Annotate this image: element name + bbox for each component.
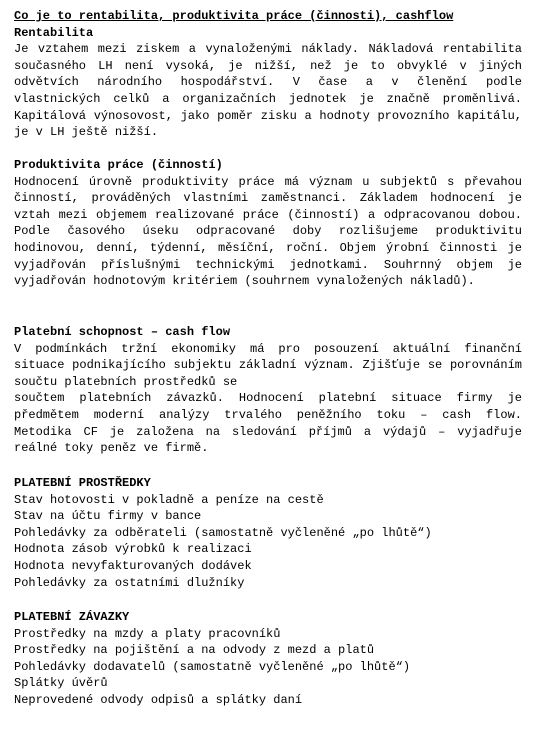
rentabilita-heading: Rentabilita bbox=[14, 25, 94, 40]
list-item: Pohledávky za odběrateli (samostatně vyčleněné „po lhůtě“) bbox=[14, 525, 432, 540]
page-title: Co je to rentabilita, produktivita práce (činnosti), cashflow bbox=[14, 9, 454, 23]
rentabilita-text: Je vztahem mezi ziskem a vynaloženými náklady. Nákladová rentabilita současného LH není vysoká, je nižší, než je to obvyklé v jiných odvětvích národního hospodářství. V čase a v členění podle vlastnických celků a organizačních jednotek je značně proměnlivá. Kapitálová výnosovost, jako poměr zisku a hodnoty provozního kapitálu, je v LH ještě nižší. bbox=[14, 42, 522, 140]
produktivita-heading: Produktivita práce (činností) bbox=[14, 158, 223, 172]
zavazky-heading: PLATEBNÍ ZÁVAZKY bbox=[14, 610, 130, 624]
section-platebni-prostredky bbox=[14, 475, 522, 591]
platebni-text-2: součtem platebních závazků. Hodnocení platební situace firmy je předmětem moderní analýzy trvalého peněžního toku – cash flow. Metodika CF je založena na sledování příjmů a výdajů – vyjadřuje reálné toky peněz ve firmě. bbox=[14, 391, 522, 456]
section-platebni-zavazky bbox=[14, 609, 522, 709]
section-produktivita bbox=[14, 157, 522, 290]
section-platebni-schopnost bbox=[14, 324, 522, 457]
list-item: Neprovedené odvody odpisů a splátky daní bbox=[14, 692, 303, 707]
list-item: Hodnota zásob výrobků k realizaci bbox=[14, 542, 252, 557]
list-item: Stav hotovosti v pokladně a peníze na cestě bbox=[14, 492, 324, 507]
prostredky-heading: PLATEBNÍ PROSTŘEDKY bbox=[14, 476, 151, 490]
list-item: Splátky úvěrů bbox=[14, 676, 108, 691]
platebni-text-1: V podmínkách tržní ekonomiky má pro posouzení aktuální finanční situace podnikajícího subjektu základní význam. Zjišťuje se porovnáním součtu platebních prostředků se bbox=[14, 341, 522, 389]
list-item: Prostředky na mzdy a platy pracovníků bbox=[14, 626, 281, 641]
produktivita-text: Hodnocení úrovně produktivity práce má význam u subjektů s převahou činností, prováděných vlastními zaměstnanci. Základem hodnocení je vztah mezi objemem realizované práce (činností) a odpracovanou dobou. Podle časového úseku odpracované doby rozlišujeme produktivitu hodinovou, denní, týdenní, měsíční, roční. Objem ýrobní činnosti je vyjadřován příslušnými technickými jednotkami. Souhrnný objem je vyjadřován hodnotovým kritériem (souhrnem vynaložených nákladů). bbox=[14, 174, 522, 289]
list-item: Prostředky na pojištění a na odvody z mezd a platů bbox=[14, 643, 375, 658]
platebni-heading: Platební schopnost – cash flow bbox=[14, 325, 231, 339]
list-item: Hodnota nevyfakturovaných dodávek bbox=[14, 558, 252, 573]
list-item: Pohledávky dodavatelů (samostatně vyčleněné „po lhůtě“) bbox=[14, 659, 411, 674]
list-item: Pohledávky za ostatními dlužníky bbox=[14, 575, 245, 590]
list-item: Stav na účtu firmy v bance bbox=[14, 509, 202, 524]
section-rentabilita bbox=[14, 8, 522, 141]
